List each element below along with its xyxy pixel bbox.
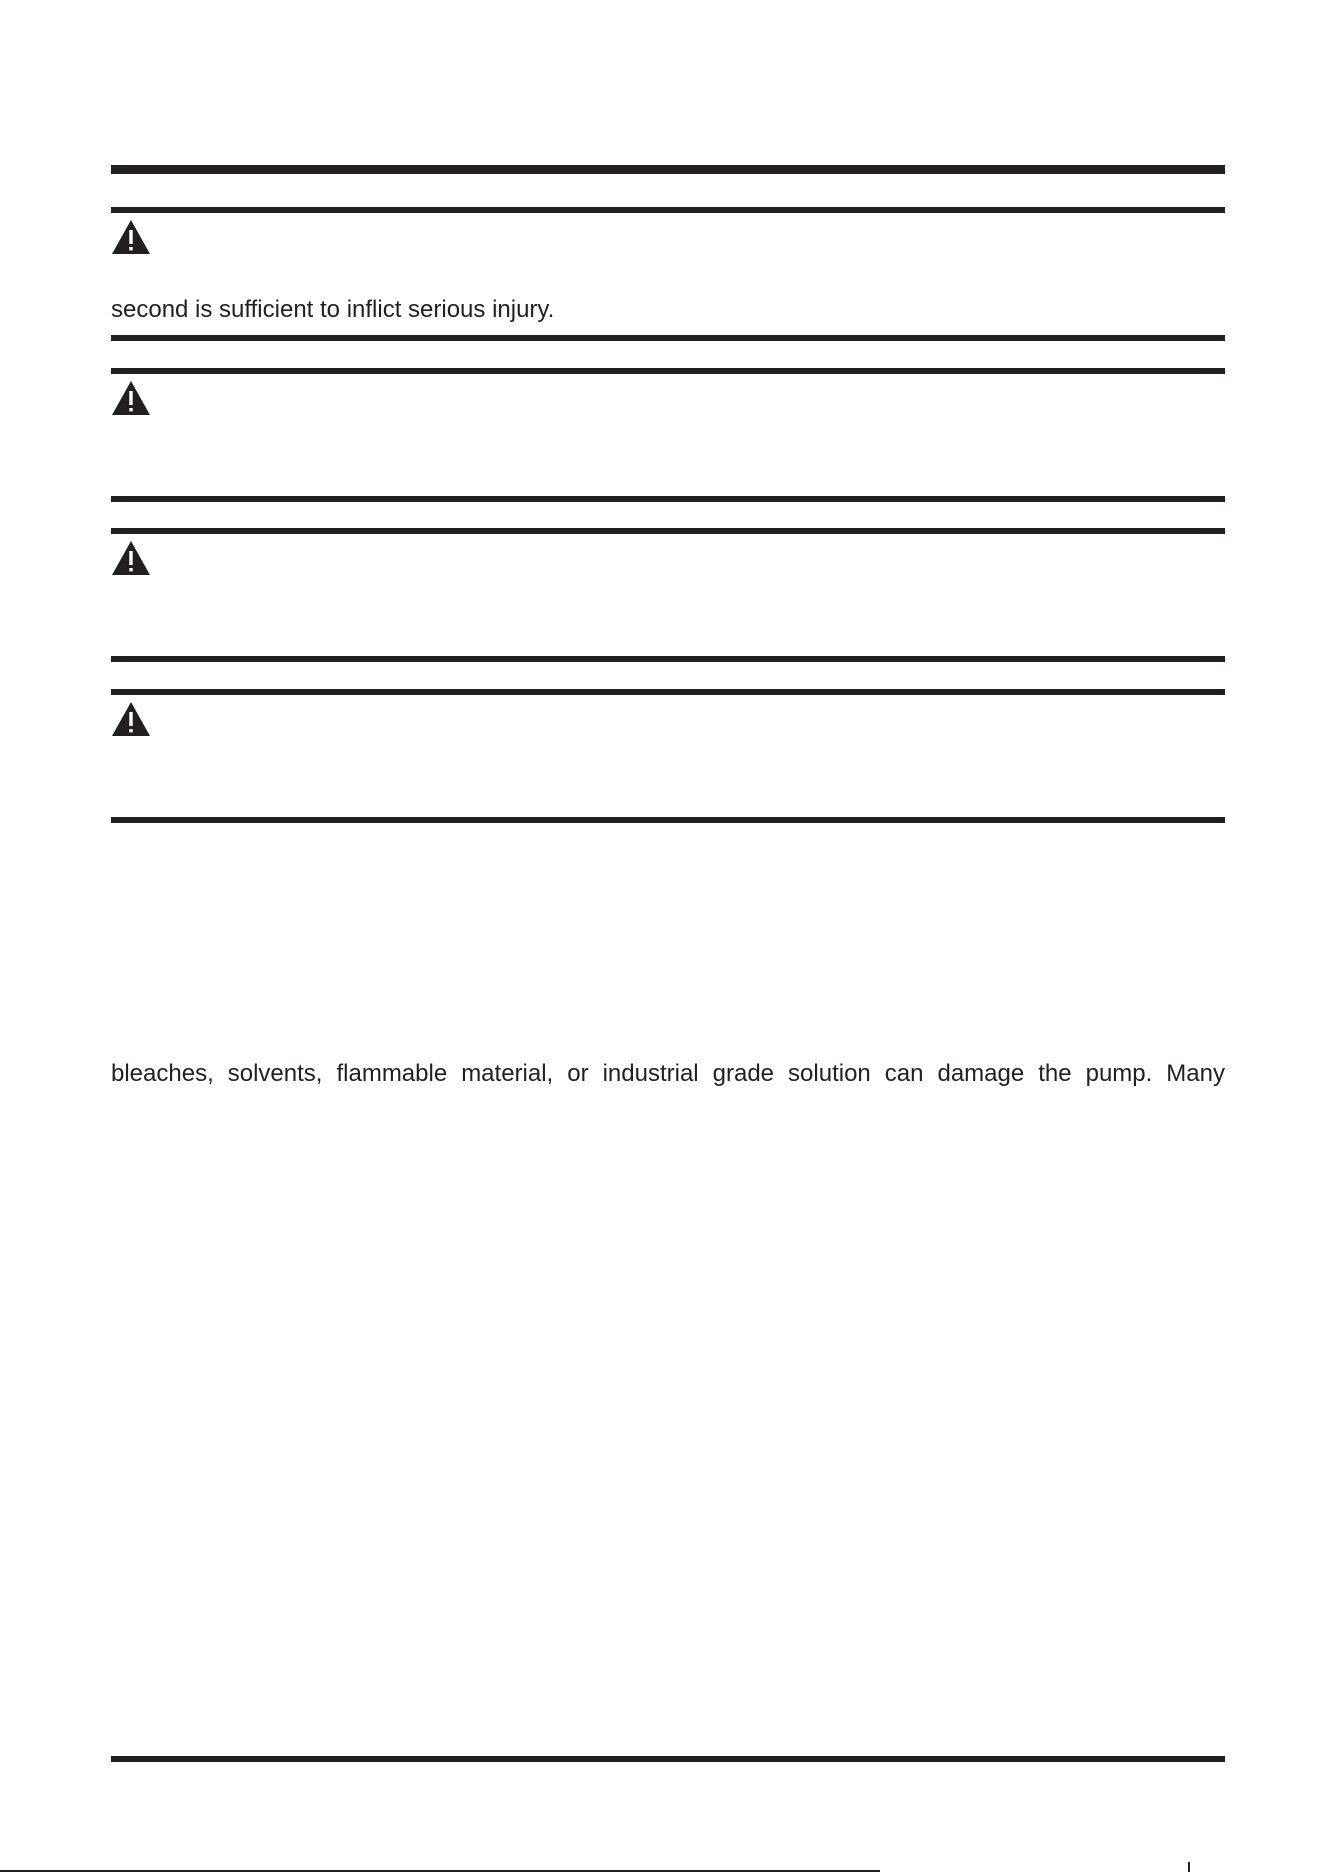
page-corner-mark — [1188, 1862, 1190, 1872]
warning-4-top-rule — [111, 689, 1225, 695]
warning-1-bottom-rule — [111, 335, 1225, 341]
warning-3-top-rule — [111, 528, 1225, 534]
body-text-line: bleaches, solvents, flammable material, or industrial grade solution can damage the pump. Many — [111, 1060, 1225, 1087]
warning-triangle-icon — [111, 701, 151, 737]
warning-3-bottom-rule — [111, 656, 1225, 662]
warning-4-bottom-rule — [111, 817, 1225, 823]
warning-2-top-rule — [111, 368, 1225, 374]
footer-rule — [111, 1756, 1225, 1762]
warning-1-top-rule — [111, 207, 1225, 213]
warning-2-bottom-rule — [111, 496, 1225, 502]
warning-triangle-icon — [111, 219, 151, 255]
warning-triangle-icon — [111, 380, 151, 416]
header-rule — [111, 165, 1225, 174]
warning-triangle-icon — [111, 540, 151, 576]
warning-1-text-line: second is sufficient to inflict serious injury. — [111, 296, 555, 323]
